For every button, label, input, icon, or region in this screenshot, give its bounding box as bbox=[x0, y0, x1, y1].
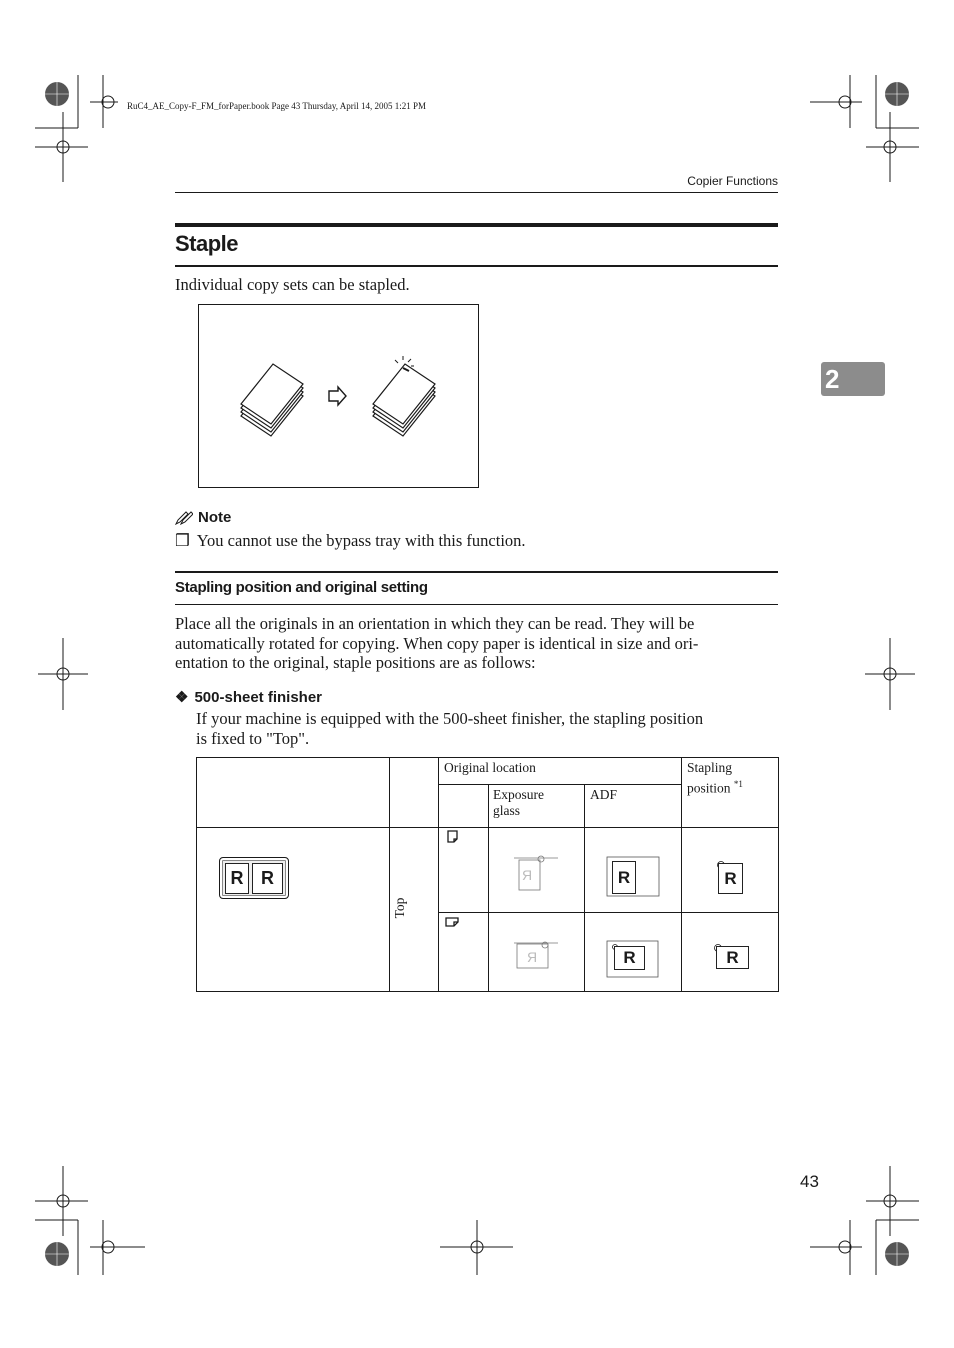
stapled-set-page: R bbox=[225, 863, 249, 894]
footnote-mark: *1 bbox=[733, 779, 743, 789]
page-title: Staple bbox=[175, 231, 239, 256]
checkbox-icon: ❒ bbox=[175, 531, 190, 550]
note-item-text: You cannot use the bypass tray with this function. bbox=[196, 531, 526, 550]
page-number: 43 bbox=[800, 1172, 819, 1191]
diamond-bullet-icon: ❖ bbox=[175, 689, 189, 706]
intro-text: Individual copy sets can be stapled. bbox=[175, 275, 410, 294]
pencil-icon bbox=[175, 511, 193, 525]
header-exposure-glass-line: Exposure bbox=[493, 787, 544, 802]
header-adf: ADF bbox=[590, 787, 618, 802]
paragraph-line: Place all the originals in an orientation in which they can be read. They will be bbox=[175, 614, 695, 633]
header-exposure-glass-line: glass bbox=[493, 803, 520, 818]
subheading: Stapling position and original setting bbox=[175, 579, 428, 596]
adf-page: R bbox=[612, 861, 636, 894]
staple-illustration bbox=[198, 304, 479, 488]
header-rule bbox=[175, 192, 778, 193]
paragraph-line: automatically rotated for copying. When copy paper is identical in size and ori- bbox=[175, 633, 699, 653]
running-head: Copier Functions bbox=[687, 174, 778, 188]
title-bottom-rule bbox=[175, 265, 778, 267]
header-original-location: Original location bbox=[444, 760, 536, 775]
note-item bbox=[175, 531, 526, 551]
svg-text:Я: Я bbox=[522, 867, 533, 883]
title-top-rule bbox=[175, 223, 778, 227]
finisher-heading bbox=[175, 688, 322, 706]
adf-page: R bbox=[614, 946, 645, 970]
header-stapling-line: Stapling bbox=[687, 760, 733, 775]
note-heading bbox=[175, 509, 231, 526]
stapled-set-page: R bbox=[252, 863, 283, 894]
paragraph-line: entation to the original, staple positions are as follows: bbox=[175, 653, 536, 672]
paragraph bbox=[175, 614, 778, 673]
subheading-bottom-rule bbox=[175, 604, 778, 605]
note-label: Note bbox=[198, 509, 232, 526]
finisher-line: If your machine is equipped with the 500-sheet finisher, the stapling position bbox=[196, 709, 704, 728]
paper-stack-icon bbox=[199, 305, 478, 487]
header-stapling-line-2: position $^{*1}$ bbox=[687, 779, 743, 796]
staple-result-page: R bbox=[718, 863, 743, 894]
finisher-heading-text: 500-sheet finisher bbox=[194, 688, 323, 706]
staple-result-page: R bbox=[716, 946, 749, 969]
arrow-right-icon bbox=[329, 387, 346, 405]
file-info: RuC4_AE_Copy-F_FM_forPaper.book Page 43 Thursday, April 14, 2005 1:21 PM bbox=[127, 101, 427, 111]
finisher-paragraph bbox=[196, 709, 778, 748]
svg-text:Я: Я bbox=[527, 949, 538, 965]
finisher-line: is fixed to "Top". bbox=[196, 728, 310, 748]
subheading-top-rule bbox=[175, 571, 778, 573]
chapter-tab: 2 bbox=[821, 362, 885, 396]
position-label-top: Top bbox=[392, 897, 407, 919]
